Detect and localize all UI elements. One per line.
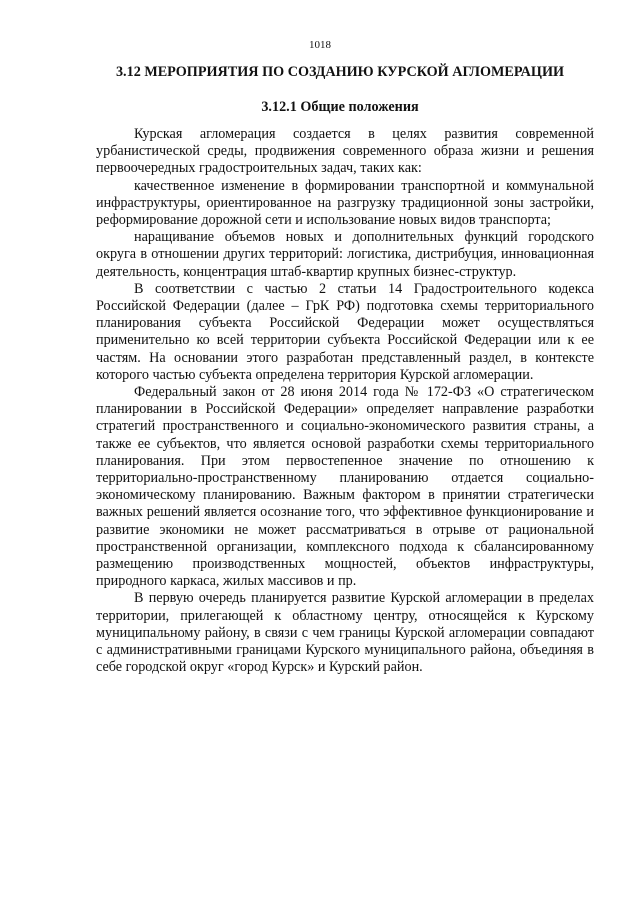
paragraph-federal-law: Федеральный закон от 28 июня 2014 года № 172-ФЗ «О стратегическом планировании в Российской Федерации» определяет направление разработки стратегий пространственного и социально-экономического развития страны, а также ее субъектов, что является основой разработки схемы территориального планирования. При этом первостепенное значение по отношению к территориально-пространственному планированию отдается социально-экономическому планированию. Важным фактором в принятии стратегически важных решений является осознание того, что эффективное функционирование и развитие экономики не может рассматриваться в отрыве от рациональной пространственной организации, комплексного подхода к сбалансированному размещению производственных мощностей, объектов инфраструктуры, природного каркаса, жилых массивов и пр. [96,384,594,590]
paragraph-first-stage: В первую очередь планируется развитие Курской агломерации в пределах территории, прилегающей к областному центру, относящейся к Курскому муниципальному району, в связи с чем границы Курской агломерации совпадают с административными границами Курского муниципального района, объединяя в себе городской округ «город Курск» и Курский район. [96,590,594,676]
paragraph-task-infrastructure: качественное изменение в формировании транспортной и коммунальной инфраструктуры, ориентированное на разгрузку традиционной зоны застройки, реформирование дорожной сети и использование новых видов транспорта; [96,177,594,229]
page-number: 1018 [309,39,331,51]
paragraph-grk-rf: В соответствии с частью 2 статьи 14 Градостроительного кодекса Российской Федерации (далее – ГрК РФ) подготовка схемы территориального планирования субъекта Российской Федерации может осуществляться применительно ко всей территории субъекта Российской Федерации или к ее частям. На основании этого разработан представленный раздел, в контексте которого частью субъекта определена территория Курской агломерации. [96,280,594,383]
subsection-title: 3.12.1 Общие положения [261,99,419,115]
paragraph-intro: Курская агломерация создается в целях развития современной урбанистической среды, продвижения современного образа жизни и решения первоочередных градостроительных задач, таких как: [96,126,594,177]
section-title: 3.12 МЕРОПРИЯТИЯ ПО СОЗДАНИЮ КУРСКОЙ АГЛОМЕРАЦИИ [115,64,565,80]
paragraph-task-functions: наращивание объемов новых и дополнительных функций городского округа в отношении других территорий: логистика, дистрибуция, инновационная деятельность, концентрация штаб-квартир крупных бизнес-структур. [96,229,594,280]
body-text [96,126,594,677]
